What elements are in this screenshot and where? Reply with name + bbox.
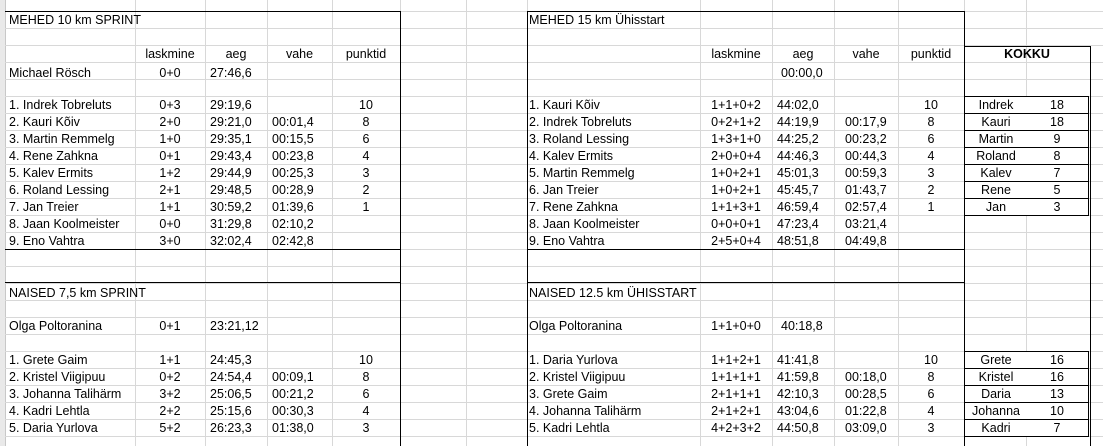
row-points[interactable]: 2 [362, 183, 370, 197]
row-points[interactable]: 10 [359, 353, 373, 367]
row-time[interactable]: 45:45,7 [777, 183, 819, 197]
row-name[interactable]: 9. Eno Vahtra [529, 234, 605, 248]
kokku-row [964, 419, 1090, 436]
row-name[interactable]: 2. Kristel Viigipuu [529, 370, 626, 384]
row-time[interactable]: 44:25,2 [777, 132, 819, 146]
kokku-points[interactable]: 7 [1026, 164, 1089, 182]
kokku-points[interactable]: 16 [1026, 351, 1089, 369]
kokku-title[interactable]: KOKKU [1004, 47, 1050, 61]
reference-time[interactable]: 27:46,6 [210, 66, 252, 80]
gridline-horizontal [5, 62, 1103, 63]
row-name[interactable]: 5. Martin Remmelg [529, 166, 635, 180]
kokku-points[interactable]: 8 [1026, 147, 1089, 165]
row-points[interactable]: 6 [362, 132, 370, 146]
header-gap[interactable]: vahe [852, 47, 880, 61]
kokku-points[interactable]: 10 [1026, 402, 1089, 420]
row-name[interactable]: 2. Kauri Kõiv [9, 115, 80, 129]
row-points[interactable]: 10 [924, 98, 938, 112]
row-time[interactable]: 25:15,6 [210, 404, 252, 418]
row-gap[interactable]: 00:23,2 [845, 132, 887, 146]
row-shooting[interactable]: 1+1 [159, 200, 181, 214]
row-time[interactable]: 47:23,4 [777, 217, 819, 231]
row-time[interactable]: 48:51,8 [777, 234, 819, 248]
naised-sprint-title[interactable]: NAISED 7,5 km SPRINT [9, 286, 146, 300]
row-gap[interactable]: 01:39,6 [272, 200, 314, 214]
row-shooting[interactable]: 5+2 [159, 421, 181, 435]
row-time[interactable]: 41:59,8 [777, 370, 819, 384]
reference-shooting[interactable]: 1+1+0+0 [711, 319, 761, 333]
row-shooting[interactable]: 0+0+0+1 [711, 217, 761, 231]
row-points[interactable]: 1 [927, 200, 935, 214]
kokku-row [964, 164, 1090, 181]
row-shooting[interactable]: 2+1+1+1 [711, 387, 761, 401]
row-shooting[interactable]: 0+3 [159, 98, 181, 112]
kokku-name[interactable]: Indrek [964, 96, 1028, 114]
row-time[interactable]: 25:06,5 [210, 387, 252, 401]
header-points[interactable]: punktid [345, 47, 387, 61]
kokku-points[interactable]: 18 [1026, 113, 1089, 131]
gridline-horizontal [5, 334, 1103, 335]
kokku-name[interactable]: Martin [964, 130, 1028, 148]
row-points[interactable]: 8 [927, 115, 935, 129]
row-gap[interactable]: 00:18,0 [845, 370, 887, 384]
reference-shooting[interactable]: 0+1 [159, 319, 181, 333]
row-shooting[interactable]: 0+1 [159, 149, 181, 163]
row-name[interactable]: 8. Jaan Koolmeister [529, 217, 640, 231]
border-line [5, 282, 400, 283]
kokku-name[interactable]: Kadri [964, 419, 1028, 437]
row-shooting[interactable]: 2+1+2+1 [711, 404, 761, 418]
gridline-vertical [466, 0, 467, 446]
row-points[interactable]: 1 [362, 200, 370, 214]
row-gap[interactable]: 03:21,4 [845, 217, 887, 231]
reference-time[interactable]: 40:18,8 [781, 319, 823, 333]
border-line [5, 249, 400, 250]
kokku-name[interactable]: Daria [964, 385, 1028, 403]
row-time[interactable]: 43:04,6 [777, 404, 819, 418]
border-line [527, 11, 528, 446]
header-time[interactable]: aeg [225, 47, 247, 61]
row-gap[interactable]: 00:28,5 [845, 387, 887, 401]
row-gap[interactable]: 00:59,3 [845, 166, 887, 180]
row-name[interactable]: 1. Kauri Kõiv [529, 98, 600, 112]
reference-name[interactable]: Michael Rösch [9, 66, 91, 80]
row-points[interactable]: 3 [927, 421, 935, 435]
row-name[interactable]: 1. Indrek Tobreluts [9, 98, 112, 112]
kokku-row [964, 96, 1090, 113]
row-gap[interactable]: 01:22,8 [845, 404, 887, 418]
kokku-row [964, 402, 1090, 419]
row-time[interactable]: 45:01,3 [777, 166, 819, 180]
row-time[interactable]: 26:23,3 [210, 421, 252, 435]
row-points[interactable]: 8 [362, 115, 370, 129]
row-shooting[interactable]: 0+2 [159, 370, 181, 384]
row-gap[interactable]: 01:43,7 [845, 183, 887, 197]
kokku-points[interactable]: 18 [1026, 96, 1089, 114]
row-shooting[interactable]: 1+3+1+0 [711, 132, 761, 146]
header-time[interactable]: aeg [792, 47, 814, 61]
row-gap[interactable]: 00:25,3 [272, 166, 314, 180]
row-shooting[interactable]: 2+5+0+4 [711, 234, 761, 248]
kokku-name[interactable]: Jan [964, 198, 1028, 216]
kokku-points[interactable]: 3 [1026, 198, 1089, 216]
row-name[interactable]: 2. Indrek Tobreluts [529, 115, 632, 129]
row-gap[interactable]: 00:01,4 [272, 115, 314, 129]
kokku-name[interactable]: Rene [964, 181, 1028, 199]
row-points[interactable]: 4 [362, 404, 370, 418]
reference-name[interactable]: Olga Poltoranina [529, 319, 623, 333]
row-points[interactable]: 3 [927, 166, 935, 180]
row-shooting[interactable]: 3+0 [159, 234, 181, 248]
gridline-horizontal [5, 266, 1103, 267]
header-gap[interactable]: vahe [285, 47, 314, 61]
row-points[interactable]: 6 [927, 132, 935, 146]
row-shooting[interactable]: 1+1+1+1 [711, 370, 761, 384]
header-points[interactable]: punktid [910, 47, 952, 61]
border-line [1090, 46, 1091, 446]
row-name[interactable]: 2. Kristel Viigipuu [9, 370, 106, 384]
kokku-name[interactable]: Johanna [964, 402, 1028, 420]
kokku-row [964, 385, 1090, 402]
row-shooting[interactable]: 3+2 [159, 387, 181, 401]
kokku-row [964, 198, 1090, 215]
row-gap[interactable]: 00:23,8 [272, 149, 314, 163]
row-name[interactable]: 4. Kalev Ermits [529, 149, 614, 163]
row-shooting[interactable]: 1+1 [159, 353, 181, 367]
row-gap[interactable]: 00:17,9 [845, 115, 887, 129]
row-shooting[interactable]: 1+1+0+2 [711, 98, 761, 112]
row-gap[interactable]: 01:38,0 [272, 421, 314, 435]
row-time[interactable]: 32:02,4 [210, 234, 252, 248]
kokku-name[interactable]: Kalev [964, 164, 1028, 182]
row-points[interactable]: 10 [924, 353, 938, 367]
row-gap[interactable]: 04:49,8 [845, 234, 887, 248]
row-name[interactable]: 9. Eno Vahtra [9, 234, 85, 248]
row-time[interactable]: 29:43,4 [210, 149, 252, 163]
row-name[interactable]: 1. Grete Gaim [9, 353, 88, 367]
kokku-name[interactable]: Grete [964, 351, 1028, 369]
reference-shooting[interactable]: 0+0 [159, 66, 181, 80]
row-time[interactable]: 41:41,8 [777, 353, 819, 367]
mehed-sprint-title[interactable]: MEHED 10 km SPRINT [9, 13, 141, 27]
row-time[interactable]: 24:45,3 [210, 353, 252, 367]
gridline-horizontal [5, 436, 1103, 437]
row-name[interactable]: 7. Jan Treier [9, 200, 79, 214]
row-gap[interactable]: 03:09,0 [845, 421, 887, 435]
row-header-strip [0, 0, 6, 446]
kokku-points[interactable]: 7 [1026, 419, 1089, 437]
row-time[interactable]: 24:54,4 [210, 370, 252, 384]
row-name[interactable]: 1. Daria Yurlova [529, 353, 618, 367]
reference-time[interactable]: 23:21,12 [210, 319, 259, 333]
kokku-row [964, 368, 1090, 385]
gridline-vertical [834, 0, 835, 446]
naised-mass-title[interactable]: NAISED 12.5 km ÜHISSTART [529, 286, 697, 300]
row-time[interactable]: 29:19,6 [210, 98, 252, 112]
row-shooting[interactable]: 4+2+3+2 [711, 421, 761, 435]
kokku-name[interactable]: Kristel [964, 368, 1028, 386]
row-shooting[interactable]: 0+0 [159, 217, 181, 231]
gridline-vertical [267, 0, 268, 446]
border-line [527, 249, 964, 250]
kokku-points[interactable]: 13 [1026, 385, 1089, 403]
row-name[interactable]: 7. Rene Zahkna [529, 200, 618, 214]
row-name[interactable]: 3. Roland Lessing [529, 132, 630, 146]
row-points[interactable]: 10 [359, 98, 373, 112]
kokku-points[interactable]: 9 [1026, 130, 1089, 148]
row-time[interactable]: 44:46,3 [777, 149, 819, 163]
row-shooting[interactable]: 2+0+0+4 [711, 149, 761, 163]
kokku-points[interactable]: 16 [1026, 368, 1089, 386]
row-time[interactable]: 29:35,1 [210, 132, 252, 146]
row-time[interactable]: 29:21,0 [210, 115, 252, 129]
row-name[interactable]: 3. Martin Remmelg [9, 132, 115, 146]
row-shooting[interactable]: 1+0+2+1 [711, 183, 761, 197]
row-shooting[interactable]: 1+0 [159, 132, 181, 146]
row-name[interactable]: 5. Kadri Lehtla [529, 421, 610, 435]
row-name[interactable]: 3. Johanna Talihärm [9, 387, 122, 401]
row-time[interactable]: 42:10,3 [777, 387, 819, 401]
row-name[interactable]: 5. Kalev Ermits [9, 166, 94, 180]
kokku-row [964, 351, 1090, 368]
row-time[interactable]: 44:19,9 [777, 115, 819, 129]
gridline-horizontal [5, 28, 1103, 29]
row-name[interactable]: 3. Grete Gaim [529, 387, 608, 401]
gridline-horizontal [5, 283, 1103, 284]
row-name[interactable]: 4. Johanna Talihärm [529, 404, 642, 418]
kokku-row [964, 113, 1090, 130]
row-points[interactable]: 4 [362, 149, 370, 163]
row-time[interactable]: 46:59,4 [777, 200, 819, 214]
border-line [400, 11, 401, 446]
row-gap[interactable]: 02:42,8 [272, 234, 314, 248]
kokku-name[interactable]: Kauri [964, 113, 1028, 131]
row-name[interactable]: 6. Jan Treier [529, 183, 599, 197]
row-time[interactable]: 29:44,9 [210, 166, 252, 180]
row-points[interactable]: 3 [362, 421, 370, 435]
row-points[interactable]: 4 [927, 149, 935, 163]
row-name[interactable]: 5. Daria Yurlova [9, 421, 98, 435]
row-gap[interactable]: 02:57,4 [845, 200, 887, 214]
row-points[interactable]: 8 [362, 370, 370, 384]
header-shooting[interactable]: laskmine [711, 47, 761, 61]
gridline-vertical [205, 0, 206, 446]
row-shooting[interactable]: 1+1+3+1 [711, 200, 761, 214]
row-shooting[interactable]: 2+2 [159, 404, 181, 418]
row-gap[interactable]: 00:28,9 [272, 183, 314, 197]
row-name[interactable]: 8. Jaan Koolmeister [9, 217, 120, 231]
row-points[interactable]: 2 [927, 183, 935, 197]
row-gap[interactable]: 00:44,3 [845, 149, 887, 163]
row-name[interactable]: 4. Rene Zahkna [9, 149, 98, 163]
row-gap[interactable]: 00:30,3 [272, 404, 314, 418]
row-shooting[interactable]: 1+0+2+1 [711, 166, 761, 180]
row-shooting[interactable]: 1+2 [159, 166, 181, 180]
row-name[interactable]: 4. Kadri Lehtla [9, 404, 90, 418]
row-points[interactable]: 4 [927, 404, 935, 418]
row-shooting[interactable]: 0+2+1+2 [711, 115, 761, 129]
row-gap[interactable]: 00:15,5 [272, 132, 314, 146]
kokku-row [964, 147, 1090, 164]
kokku-points[interactable]: 5 [1026, 181, 1089, 199]
row-points[interactable]: 8 [927, 370, 935, 384]
row-gap[interactable]: 02:10,2 [272, 217, 314, 231]
row-gap[interactable]: 00:09,1 [272, 370, 314, 384]
row-points[interactable]: 6 [362, 387, 370, 401]
border-line [527, 282, 964, 283]
kokku-name[interactable]: Roland [964, 147, 1028, 165]
gridline-vertical [772, 0, 773, 446]
row-time[interactable]: 31:29,8 [210, 217, 252, 231]
row-name[interactable]: 6. Roland Lessing [9, 183, 110, 197]
row-points[interactable]: 3 [362, 166, 370, 180]
header-shooting[interactable]: laskmine [145, 47, 195, 61]
row-shooting[interactable]: 2+0 [159, 115, 181, 129]
kokku-row [964, 181, 1090, 198]
reference-time[interactable]: 00:00,0 [781, 66, 823, 80]
row-points[interactable]: 6 [927, 387, 935, 401]
mehed-mass-title[interactable]: MEHED 15 km Ühisstart [529, 13, 665, 27]
row-time[interactable]: 30:59,2 [210, 200, 252, 214]
row-shooting[interactable]: 2+1 [159, 183, 181, 197]
row-time[interactable]: 29:48,5 [210, 183, 252, 197]
row-gap[interactable]: 00:21,2 [272, 387, 314, 401]
row-shooting[interactable]: 1+1+2+1 [711, 353, 761, 367]
kokku-row [964, 130, 1090, 147]
reference-name[interactable]: Olga Poltoranina [9, 319, 103, 333]
row-time[interactable]: 44:02,0 [777, 98, 819, 112]
row-time[interactable]: 44:50,8 [777, 421, 819, 435]
